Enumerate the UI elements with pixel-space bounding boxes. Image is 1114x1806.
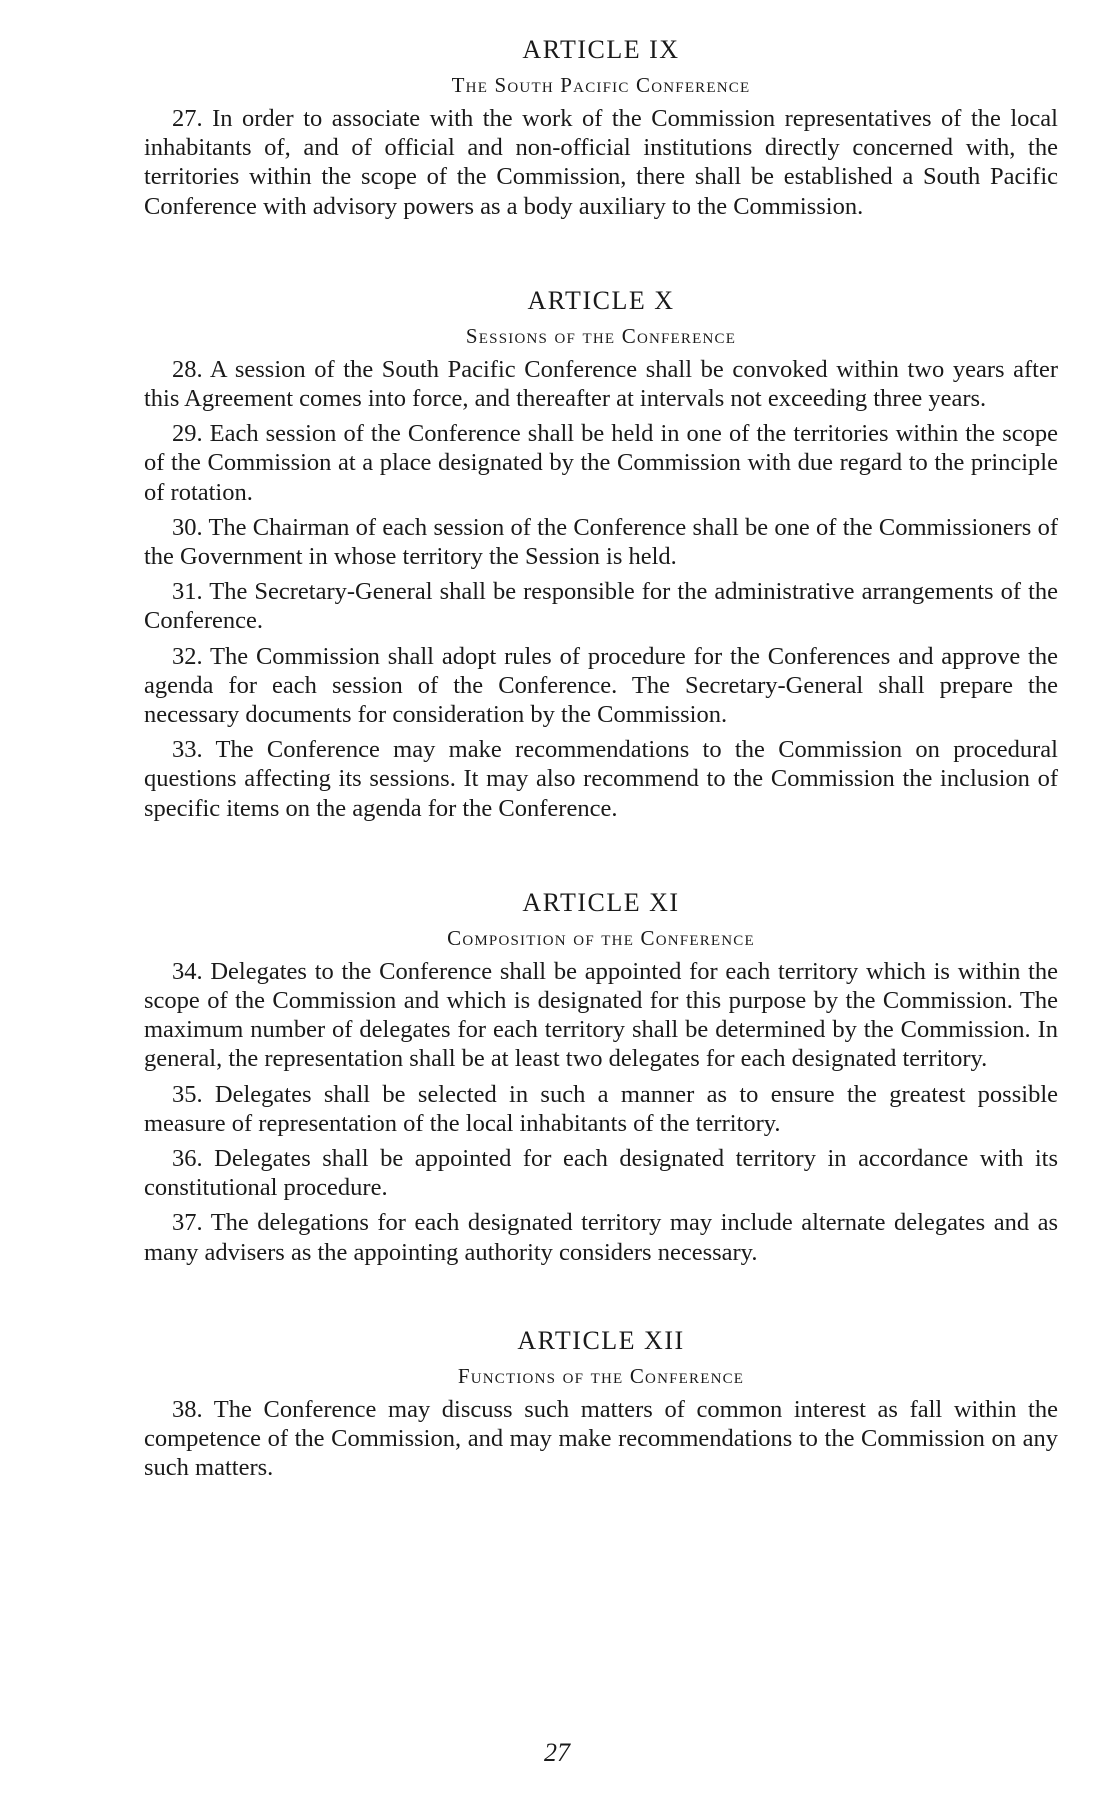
paragraph-31: 31. The Secretary-General shall be responsible for the administrative arrangements of the Conference. — [144, 578, 1058, 635]
paragraph-35: 35. Delegates shall be selected in such a manner as to ensure the greatest possible measure of representation of the local inhabitants of the territory. — [144, 1080, 1058, 1137]
article-xii — [144, 1325, 1058, 1483]
article-subtitle: The South Pacific Conference — [451, 73, 751, 97]
page-number: 27 — [544, 1738, 570, 1767]
paragraph-33: 33. The Conference may make recommendations to the Commission on procedural questions affecting its sessions. It may also recommend to the Commission the inclusion of specific items on the agenda for the Conference. — [144, 736, 1058, 822]
document-page — [144, 34, 1058, 1489]
paragraph-36: 36. Delegates shall be appointed for each designated territory in accordance with its constitutional procedure. — [144, 1145, 1058, 1202]
paragraph-27: 27. In order to associate with the work of the Commission representatives of the local inhabitants of, and of official and non-official institutions directly concerned with, the territories within the scope of the Commission, there shall be established a South Pacific Conference with advisory powers as a body auxiliary to the Commission. — [144, 105, 1058, 220]
paragraph-32: 32. The Commission shall adopt rules of procedure for the Conferences and approve the agenda for each session of the Conference. The Secretary-General shall prepare the necessary documents for consideration by the Commission. — [144, 642, 1058, 729]
article-subtitle: Composition of the Conference — [447, 925, 755, 950]
section-gap — [144, 227, 1058, 285]
section-gap — [144, 1273, 1058, 1325]
article-title: ARTICLE IX — [522, 35, 680, 64]
paragraph-30: 30. The Chairman of each session of the Conference shall be one of the Commissioners of the Government in whose territory the Session is held. — [144, 513, 1058, 571]
article-subtitle: Sessions of the Conference — [465, 323, 737, 348]
paragraph-28: 28. A session of the South Pacific Conference shall be convoked within two years after this Agreement comes into force, and thereafter at intervals not exceeding three years. — [144, 355, 1058, 413]
article-title: ARTICLE X — [527, 285, 675, 315]
paragraph-29: 29. Each session of the Conference shall be held in one of the territories within the scope of the Commission at a place designated by the Commission with due regard to the principle of rotation. — [144, 420, 1058, 506]
article-ix — [144, 34, 1058, 221]
section-gap — [144, 829, 1058, 887]
paragraph-34: 34. Delegates to the Conference shall be appointed for each territory which is within the scope of the Commission and which is designated for this purpose by the Commission. The maximum number of delegates for each territory shall be determined by the Commission. In general, the representation shall be at least two delegates for each designated territory. — [144, 957, 1058, 1073]
article-x — [144, 285, 1058, 823]
article-subtitle: Functions of the Conference — [457, 1363, 745, 1388]
article-title: ARTICLE XII — [517, 1325, 685, 1355]
paragraph-37: 37. The delegations for each designated territory may include alternate delegates and as many advisers as the appointing authority considers necessary. — [144, 1209, 1058, 1266]
article-xi — [144, 887, 1058, 1267]
article-title: ARTICLE XI — [522, 887, 680, 917]
paragraph-38: 38. The Conference may discuss such matters of common interest as fall within the competence of the Commission, and may make recommendations to the Commission on any such matters. — [144, 1395, 1058, 1482]
